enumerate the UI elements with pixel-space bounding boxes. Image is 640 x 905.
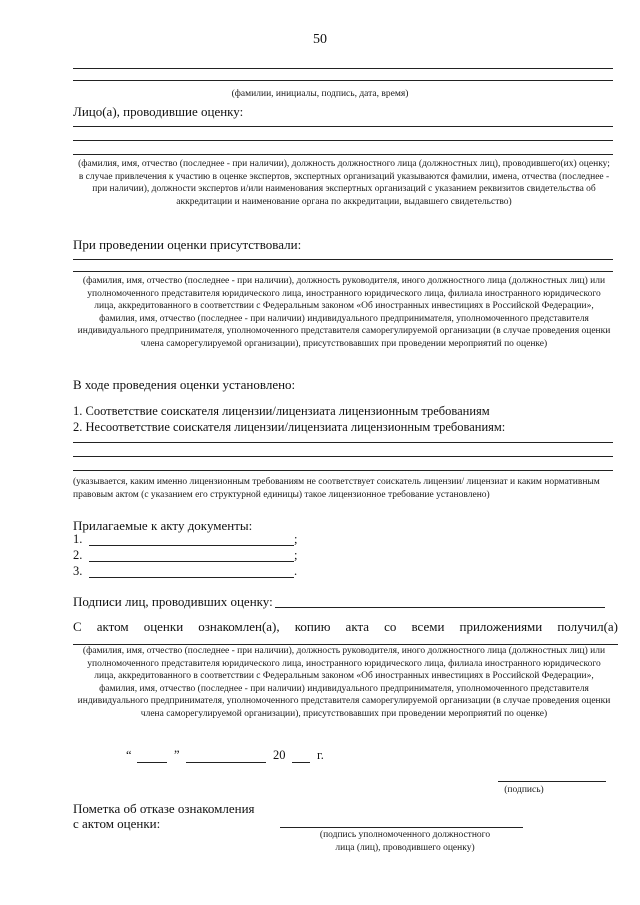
fill-line[interactable] <box>73 470 613 471</box>
refusal-label-line1: Пометка об отказе ознакомления <box>73 801 255 816</box>
fill-line[interactable] <box>73 126 613 127</box>
refusal-caption-line2: лица (лиц), проводившего оценку) <box>335 843 475 853</box>
refusal-signature-field[interactable] <box>280 827 523 828</box>
signatures-label: Подписи лиц, проводивших оценку: <box>73 594 273 609</box>
fill-line[interactable] <box>73 259 613 260</box>
page-number: 50 <box>313 32 327 47</box>
familiarized-caption: (фамилия, имя, отчество (последнее - при наличии), должность руководителя, иного должностного лица (должностных лиц) или уполномоченного представителя юридического лица, иностранного юридического лица, филиала иностранного юридического лица, аккредитованного в соответствии с Федеральным законом «Об иностранных инвестициях в Российской Федерации», фамилия, имя, отчество (последнее - при наличии) индивидуального предпринимателя, уполномоченного представителя индивидуального предпринимателя, уполномоченного представителя саморегулируемой организации (в случае проведения оценки члена саморегулируемой организации), присутствовавших при проведении мероприятий по оценке) <box>77 646 611 719</box>
familiarized-word: С <box>73 619 82 634</box>
date-close-quote: ” <box>174 748 180 762</box>
familiarized-word: актом <box>96 619 129 634</box>
document-field[interactable] <box>89 545 294 546</box>
familiarized-word: приложениями <box>459 619 543 634</box>
document-number: 1. <box>73 532 83 546</box>
fill-line[interactable] <box>73 140 613 141</box>
fill-line[interactable] <box>73 154 613 155</box>
assessors-caption: (фамилия, имя, отчество (последнее - при наличии), должность должностного лица (должностных лиц), проводившего(их) оценку; в случае привлечения к участию в оценке экспертов, экспертных организаций указываются фамилии, имена, отчества (последнее - при наличии), должности экспертов и/или наименования экспертных организаций с указанием реквизитов свидетельства об аккредитации и наименование органа по аккредитации, выдавшего свидетельство) <box>78 159 610 207</box>
present-heading: При проведении оценки присутствовали: <box>73 237 302 252</box>
refusal-label-line2: с актом оценки: <box>73 816 161 831</box>
familiarized-word: всеми <box>411 619 445 634</box>
date-open-quote: “ <box>126 748 132 762</box>
refusal-caption-line1: (подпись уполномоченного должностного <box>319 830 491 840</box>
signature-caption: (подпись) <box>504 785 544 795</box>
familiarized-statement <box>73 619 618 635</box>
date-day-field[interactable] <box>137 762 167 763</box>
findings-caption: (указывается, каким именно лицензионным требованиям не соответствует соискатель лицензии/ лицензиат и каким нормативным правовым актом (с указанием его структурной единицы) такое лицензионное требование установлено) <box>73 477 600 500</box>
familiarized-word: оценки <box>143 619 184 634</box>
document-field[interactable] <box>89 577 294 578</box>
findings-heading: В ходе проведения оценки установлено: <box>73 377 296 392</box>
fill-line[interactable] <box>73 456 613 457</box>
familiarized-word: получил(а) <box>557 619 618 634</box>
fill-line[interactable] <box>73 442 613 443</box>
familiarized-word: ознакомлен(а), <box>198 619 280 634</box>
present-caption: (фамилия, имя, отчество (последнее - при наличии), должность руководителя, иного должностного лица (должностных лиц) или уполномоченного представителя юридического лица, иностранного юридического лица, филиала иностранного юридического лица, аккредитованного в соответствии с Федеральным законом «Об иностранных инвестициях в Российской Федерации», фамилия, имя, отчество (последнее - при наличии) индивидуального предпринимателя, уполномоченного представителя индивидуального предпринимателя, уполномоченного представителя саморегулируемой организации (в случае проведения оценки члена саморегулируемой организации), присутствовавших при проведении мероприятий по оценке) <box>77 276 611 349</box>
assessors-heading: Лицо(а), проводившие оценку: <box>73 104 244 119</box>
familiarized-word: со <box>384 619 397 634</box>
signature-field[interactable] <box>498 781 606 782</box>
document-number: 2. <box>73 548 83 562</box>
familiarized-word: акта <box>345 619 370 634</box>
date-year-suffix: г. <box>317 748 324 762</box>
fill-line[interactable] <box>73 68 613 69</box>
fill-line[interactable] <box>73 80 613 81</box>
document-number: 3. <box>73 564 83 578</box>
date-year-field[interactable] <box>292 762 310 763</box>
finding-item-2: 2. Несоответствие соискателя лицензии/лицензиата лицензионным требованиям: <box>73 420 506 434</box>
date-month-field[interactable] <box>186 762 266 763</box>
documents-heading: Прилагаемые к акту документы: <box>73 518 253 533</box>
top-signature-caption: (фамилии, инициалы, подпись, дата, время) <box>231 89 409 99</box>
date-year-prefix: 20 <box>273 748 286 762</box>
document-field[interactable] <box>89 561 294 562</box>
fill-line[interactable] <box>73 271 613 272</box>
document-punct: ; <box>294 548 298 562</box>
document-punct: ; <box>294 532 298 546</box>
document-punct: . <box>294 564 298 578</box>
signatures-field[interactable] <box>275 607 605 608</box>
finding-item-1: 1. Соответствие соискателя лицензии/лицензиата лицензионным требованиям <box>73 404 490 418</box>
familiarized-word: копию <box>294 619 331 634</box>
